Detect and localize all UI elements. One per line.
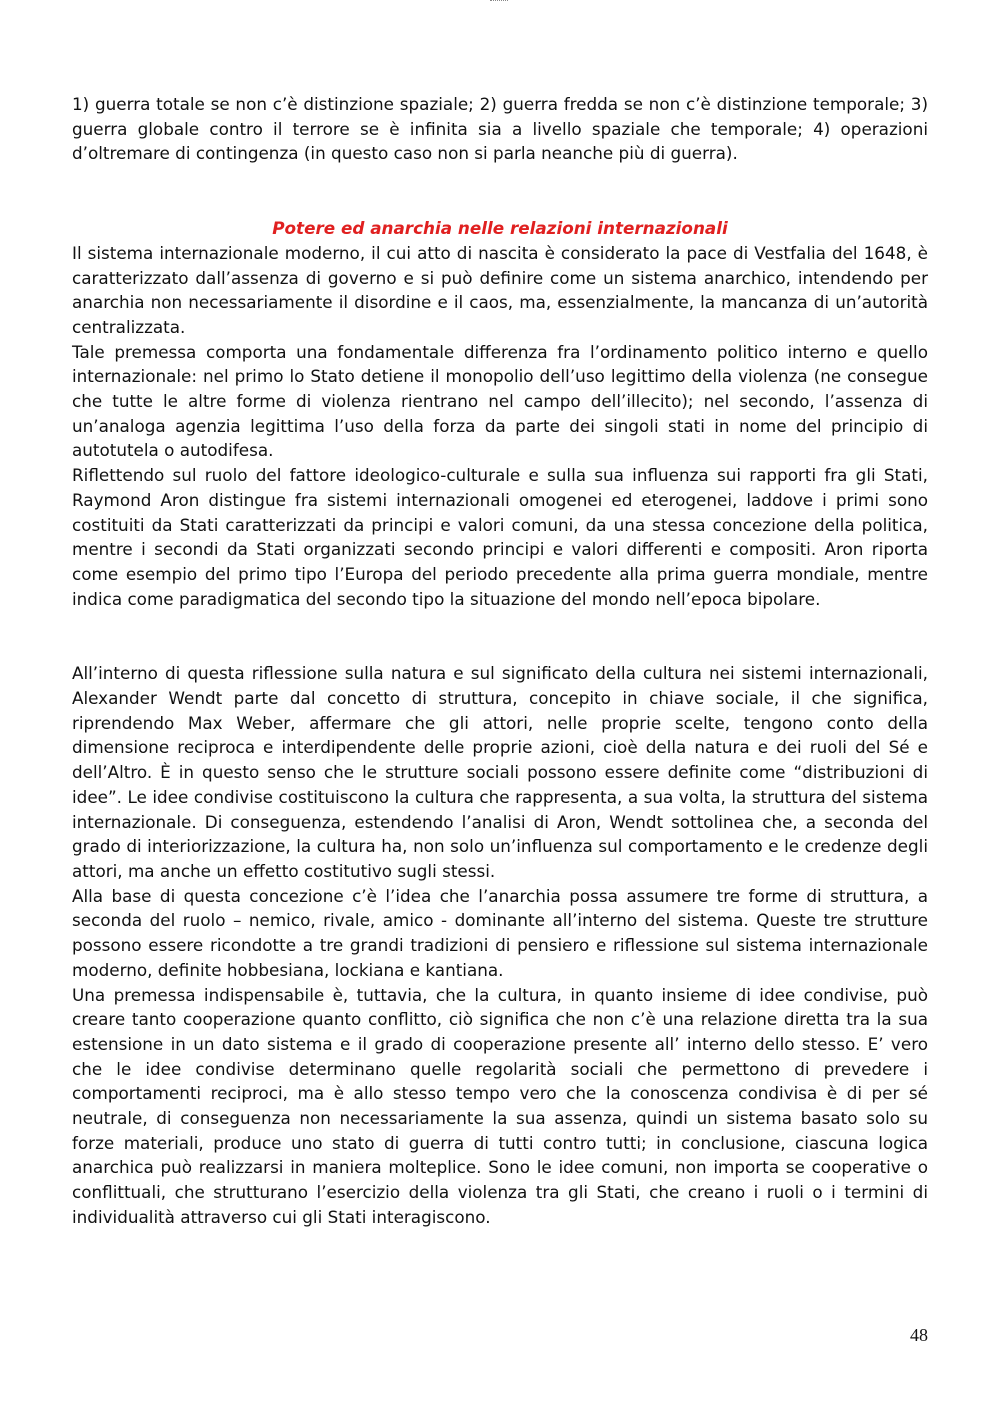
page-number: 48: [910, 1325, 928, 1345]
paragraph-monopoly-violence: Tale premessa comporta una fondamentale differenza fra l’ordinamento politico interno e quello internazionale: nel primo lo Stato detiene il monopolio dell’uso legittimo della violenza (ne consegue che tutte le altre forme di violenza rientrano nel campo dell’illecito); nel secondo, l’assenza di un’analoga agenzia legittima l’uso della forza da parte dei singoli stati in nome del principio di autotutela o autodifesa.: [72, 341, 928, 461]
header-mark: [490, 0, 508, 3]
spacer: [72, 166, 928, 216]
paragraph-three-structures: Alla base di questa concezione c’è l’idea che l’anarchia possa assumere tre forme di struttura, a seconda del ruolo – nemico, rivale, amico - dominante all’interno del sistema. Queste tre strutture possono essere ricondotte a tre grandi tradizioni di pensiero e riflessione sul sistema internazionale moderno, definite hobbesiana, lockiana e kantiana.: [72, 885, 928, 980]
paragraph-shared-ideas: Una premessa indispensabile è, tuttavia, che la cultura, in quanto insieme di idee condivise, può creare tanto cooperazione quanto conflitto, ciò significa che non c’è una relazione diretta tra la sua estensione in un dato sistema e il grado di cooperazione presente all’ interno dello stesso. E’ vero che le idee condivise determinano quelle regolarità sociali che permettono di prevedere i comportamenti reciproci, ma è allo stesso tempo vero che la conoscenza condivisa è di per sé neutrale, di conseguenza non necessariamente la sua assenza, quindi un sistema basato solo su forze materiali, produce uno stato di guerra di tutti contro tutti; in conclusione, ciascuna logica anarchica può realizzarsi in maniera molteplice. Sono le idee comuni, non importa se cooperative o conflittuali, che strutturano l’esercizio della violenza tra gli Stati, che creano i ruoli o i termini di individualità attraverso cui gli Stati interagiscono.: [72, 984, 928, 1227]
section-heading: Potere ed anarchia nelle relazioni internazionali: [272, 218, 728, 239]
spacer: [72, 611, 928, 661]
page-body: [72, 92, 928, 1230]
paragraph-war-types: 1) guerra totale se non c’è distinzione spaziale; 2) guerra fredda se non c’è distinzione temporale; 3) guerra globale contro il terrore se è infinita sia a livello spaziale che temporale; 4) operazioni d’oltremare di contingenza (in questo caso non si parla neanche più di guerra).: [72, 94, 928, 164]
paragraph-aron: Riflettendo sul ruolo del fattore ideologico-culturale e sulla sua influenza sui rapporti fra gli Stati, Raymond Aron distingue fra sistemi internazionali omogenei ed eterogenei, laddove i primi sono costituiti da Stati caratterizzati da principi e valori comuni, da una stessa concezione della politica, mentre i secondi da Stati organizzati secondo principi e valori differenti e compositi. Aron riporta come esempio del primo tipo l’Europa del periodo precedente alla prima guerra mondiale, mentre indica come paradigmatica del secondo tipo la situazione del mondo nell’epoca bipolare.: [72, 465, 928, 609]
paragraph-wendt: All’interno di questa riflessione sulla natura e sul significato della cultura nei sistemi internazionali, Alexander Wendt parte dal concetto di struttura, concepito in chiave sociale, il che significa, riprendendo Max Weber, affermare che gli attori, nelle proprie scelte, tengono conto della dimensione reciproca e interdipendente delle proprie azioni, cioè della natura e dei ruoli del Sé e dell’Altro. È in questo senso che le strutture sociali possono essere definite come “distribuzioni di idee”. Le idee condivise costituiscono la cultura che rappresenta, a sua volta, la struttura del sistema internazionale. Di conseguenza, estendendo l’analisi di Aron, Wendt sottolinea che, a seconda del grado di interiorizzazione, la cultura ha, non solo un’influenza sul comportamento e le credenze degli attori, ma anche un effetto costitutivo sugli stessi.: [72, 663, 928, 881]
paragraph-westphalia: Il sistema internazionale moderno, il cui atto di nascita è considerato la pace di Vestfalia del 1648, è caratterizzato dall’assenza di governo e si può definire come un sistema anarchico, intendendo per anarchia non necessariamente il disordine e il caos, ma, essenzialmente, la mancanza di un’autorità centralizzata.: [72, 242, 928, 337]
